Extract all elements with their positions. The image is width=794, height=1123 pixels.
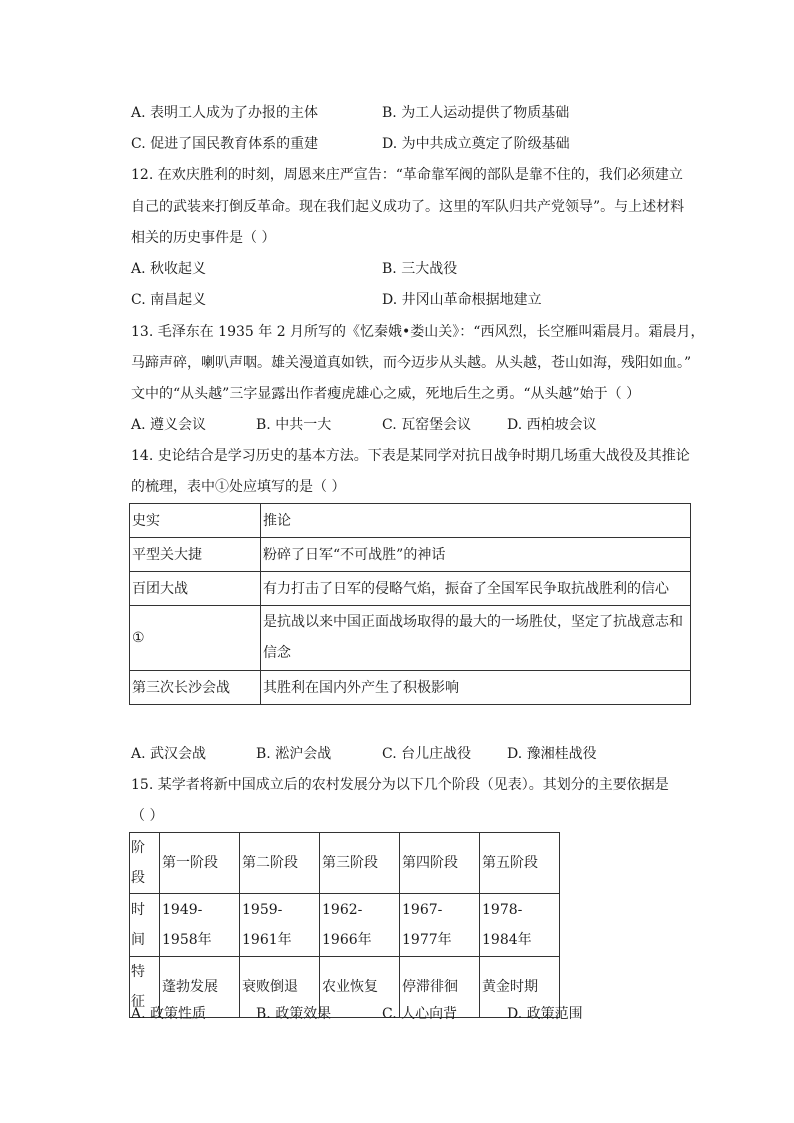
table-header-cell: 推论 — [261, 504, 691, 538]
table-cell: 1949-1958年 — [160, 894, 240, 957]
table-cell: 农业恢复 — [320, 957, 400, 1018]
table-header-cell: 第三阶段 — [320, 833, 400, 894]
table-cell: 平型关大捷 — [130, 538, 261, 572]
q14-option-c: C. 台儿庄战役 — [382, 746, 472, 762]
q12-stem-line1: 12. 在欢庆胜利的时刻，周恩来庄严宣告：“革命靠军阀的部队是靠不住的，我们必须建立 — [131, 167, 683, 183]
q15-option-c: C. 人心向背 — [382, 1006, 458, 1022]
table-cell: ① — [130, 606, 261, 671]
q15-table — [129, 832, 560, 1018]
q13-option-d: D. 西柏坡会议 — [507, 417, 597, 433]
q13-option-b: B. 中共一大 — [256, 417, 332, 433]
table-header-cell: 第一阶段 — [160, 833, 240, 894]
table-cell: 衰败倒退 — [240, 957, 320, 1018]
q15-stem-line2: （ ） — [131, 808, 164, 824]
table-cell: 停滞徘徊 — [400, 957, 480, 1018]
table-cell: 是抗战以来中国正面战场取得的最大的一场胜仗，坚定了抗战意志和信念 — [261, 606, 691, 671]
table-cell: 1959-1961年 — [240, 894, 320, 957]
q15-option-b: B. 政策效果 — [256, 1006, 332, 1022]
q12-option-d: D. 井冈山革命根据地建立 — [382, 292, 542, 308]
table-cell: 时间 — [130, 894, 160, 957]
table-row — [130, 538, 691, 572]
table-header-row — [130, 504, 691, 538]
q14-option-a: A. 武汉会战 — [131, 746, 207, 762]
table-cell: 粉碎了日军“不可战胜”的神话 — [261, 538, 691, 572]
q11-option-d: D. 为中共成立奠定了阶级基础 — [382, 136, 570, 152]
table-header-row — [130, 833, 560, 894]
table-header-cell: 史实 — [130, 504, 261, 538]
table-row — [130, 572, 691, 606]
q13-option-c: C. 瓦窑堡会议 — [382, 417, 472, 433]
table-cell: 1962-1966年 — [320, 894, 400, 957]
table-row — [130, 606, 691, 671]
table-cell: 1967-1977年 — [400, 894, 480, 957]
q14-option-d: D. 豫湘桂战役 — [507, 746, 597, 762]
q13-option-a: A. 遵义会议 — [131, 417, 207, 433]
q12-option-b: B. 三大战役 — [382, 261, 458, 277]
q11-option-b: B. 为工人运动提供了物质基础 — [382, 105, 570, 121]
q13-stem-line2: 马蹄声碎，喇叭声咽。雄关漫道真如铁，而今迈步从头越。从头越，苍山如海，残阳如血。” — [131, 355, 692, 371]
q14-table — [129, 503, 691, 705]
q12-option-c: C. 南昌起义 — [131, 292, 207, 308]
table-cell: 其胜利在国内外产生了积极影响 — [261, 671, 691, 705]
table-header-cell: 第五阶段 — [480, 833, 560, 894]
q14-stem-line2: 的梳理，表中①处应填写的是（ ） — [131, 479, 346, 495]
table-header-cell: 第四阶段 — [400, 833, 480, 894]
q13-stem-line1: 13. 毛泽东在 1935 年 2 月所写的《忆秦娥•娄山关》：“西风烈，长空雁叫霜晨月。霜晨月， — [131, 324, 705, 340]
table-cell: 百团大战 — [130, 572, 261, 606]
q14-option-b: B. 淞沪会战 — [256, 746, 332, 762]
table-row — [130, 671, 691, 705]
q15-option-a: A. 政策性质 — [131, 1006, 207, 1022]
q11-option-a: A. 表明工人成为了办报的主体 — [131, 105, 319, 121]
table-cell: 1978-1984年 — [480, 894, 560, 957]
table-cell: 第三次长沙会战 — [130, 671, 261, 705]
q14-stem-line1: 14. 史论结合是学习历史的基本方法。下表是某同学对抗日战争时期几场重大战役及其推论 — [131, 448, 690, 464]
q12-stem-line2: 自己的武装来打倒反革命。现在我们起义成功了。这里的军队归共产党领导”。与上述材料 — [131, 199, 685, 215]
q15-stem-line1: 15. 某学者将新中国成立后的农村发展分为以下几个阶段（见表）。其划分的主要依据是 — [131, 777, 669, 793]
table-cell: 蓬勃发展 — [160, 957, 240, 1018]
q11-option-c: C. 促进了国民教育体系的重建 — [131, 136, 319, 152]
table-header-cell: 阶段 — [130, 833, 160, 894]
table-cell: 有力打击了日军的侵略气焰，振奋了全国军民争取抗战胜利的信心 — [261, 572, 691, 606]
table-cell: 特征 — [130, 957, 160, 1018]
table-header-cell: 第二阶段 — [240, 833, 320, 894]
q15-option-d: D. 政策范围 — [507, 1006, 583, 1022]
table-cell: 黄金时期 — [480, 957, 560, 1018]
q12-option-a: A. 秋收起义 — [131, 261, 207, 277]
table-row — [130, 894, 560, 957]
q13-stem-line3: 文中的“从头越”三字显露出作者瘦虎雄心之威，死地后生之勇。“从头越”始于（ ） — [131, 386, 641, 402]
q12-stem-line3: 相关的历史事件是（ ） — [131, 230, 276, 246]
